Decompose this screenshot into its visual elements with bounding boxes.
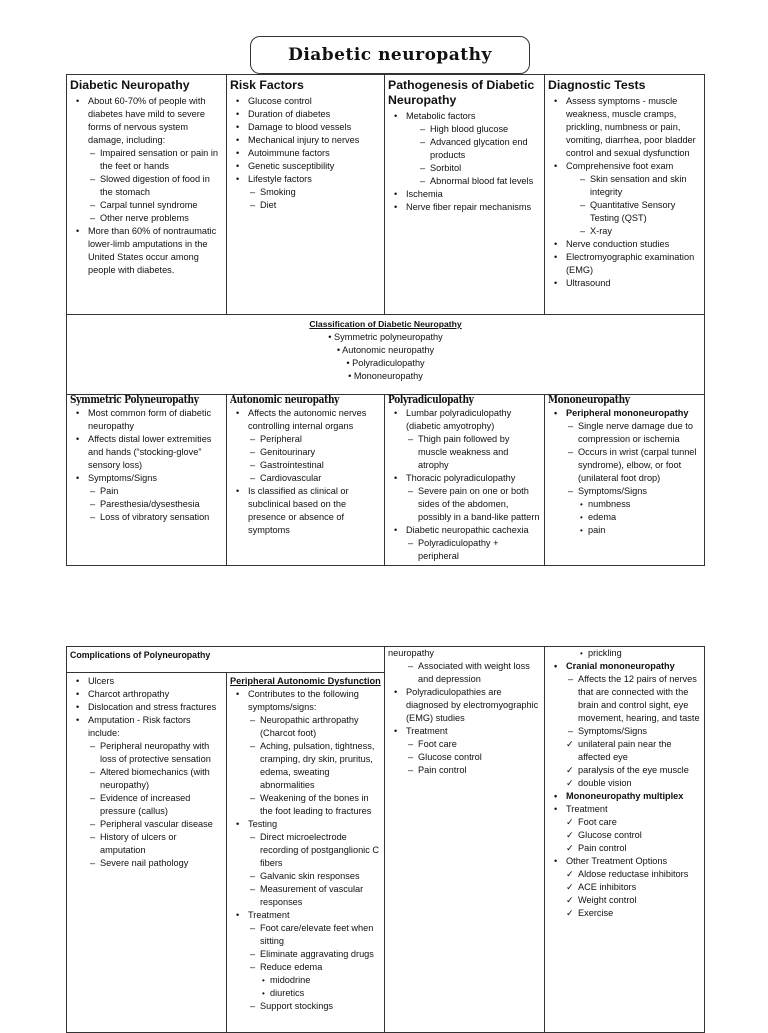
classification-title: Classification of Diabetic Neuropathy xyxy=(309,319,462,329)
list-item: – Paresthesia/dysesthesia xyxy=(70,498,223,511)
list-item: ✓ paralysis of the eye muscle xyxy=(548,764,701,777)
classification-item xyxy=(70,331,701,344)
cell-p2-polyradiculopathy xyxy=(385,647,545,1033)
list-item: – Symptoms/Signs xyxy=(548,485,701,498)
list-item: – Neuropathic arthropathy (Charcot foot) xyxy=(230,714,381,740)
list-item: ✓ unilateral pain near the affected eye xyxy=(548,738,701,764)
list-item: • More than 60% of nontraumatic lower-limb amputations in the United States occur among people with diabetes. xyxy=(70,225,223,277)
list-item: ✓ Exercise xyxy=(548,907,701,920)
list-item: • pain xyxy=(548,524,701,537)
list-item: – Single nerve damage due to compression or ischemia xyxy=(548,420,701,446)
list-item: – Reduce edema xyxy=(230,961,381,974)
list-item: – Pain xyxy=(70,485,223,498)
list-item: • Nerve fiber repair mechanisms xyxy=(388,201,541,214)
list-item: • Lumbar polyradiculopathy (diabetic amyotrophy) xyxy=(388,407,541,433)
continuation-table xyxy=(66,646,705,1033)
heading-peripheral-autonomic-dysfunction: Peripheral Autonomic Dysfunction xyxy=(230,676,381,686)
list-item: – Slowed digestion of food in the stomach xyxy=(70,173,223,199)
list-item: • Lifestyle factors xyxy=(230,173,381,186)
list-item: – Loss of vibratory sensation xyxy=(70,511,223,524)
list-item: – Impaired sensation or pain in the feet or hands xyxy=(70,147,223,173)
list-item: – Other nerve problems xyxy=(70,212,223,225)
list-item: • Assess symptoms - muscle weakness, muscle cramps, prickling, numbness or pain, vomiting, diarrhea, poor bladder control and sexual dysfunction xyxy=(548,95,701,160)
bullet-icon: • xyxy=(348,371,354,381)
list-item: – Quantitative Sensory Testing (QST) xyxy=(548,199,701,225)
list-item: – Eliminate aggravating drugs xyxy=(230,948,381,961)
summary-table xyxy=(66,74,705,566)
list-peripheral-autonomic xyxy=(230,688,381,1013)
list-item: – Peripheral xyxy=(230,433,381,446)
list-item: – Affects the 12 pairs of nerves that are connected with the brain and control sight, eye movement, hearing, and taste xyxy=(548,673,701,725)
classification-list xyxy=(70,331,701,383)
list-item: ✓ ACE inhibitors xyxy=(548,881,701,894)
list-pathogenesis xyxy=(388,110,541,214)
list-item: • Ultrasound xyxy=(548,277,701,290)
list-item: • numbness xyxy=(548,498,701,511)
classification-item-label: Autonomic neuropathy xyxy=(342,345,435,355)
list-item: – Polyradiculopathy + peripheral xyxy=(388,537,541,563)
list-item: – History of ulcers or amputation xyxy=(70,831,223,857)
list-polyradiculopathy xyxy=(388,407,541,563)
list-item: – Support stockings xyxy=(230,1000,381,1013)
list-item: • Glucose control xyxy=(230,95,381,108)
list-symmetric-polyneuropathy xyxy=(70,407,223,524)
cell-pathogenesis xyxy=(385,75,545,315)
list-item: • Contributes to the following symptoms/signs: xyxy=(230,688,381,714)
list-item: • midodrine xyxy=(230,974,381,987)
list-item: ✓ Weight control xyxy=(548,894,701,907)
cell-complications xyxy=(67,673,227,1033)
list-item: – Occurs in wrist (carpal tunnel syndrome), elbow, or foot (unilateral foot drop) xyxy=(548,446,701,485)
list-complications xyxy=(70,675,223,870)
list-mononeuropathy xyxy=(548,407,701,537)
list-item: – Pain control xyxy=(388,764,541,777)
list-item: • Comprehensive foot exam xyxy=(548,160,701,173)
list-item: – Advanced glycation end products xyxy=(388,136,541,162)
list-item: ✓ Glucose control xyxy=(548,829,701,842)
list-item: • Duration of diabetes xyxy=(230,108,381,121)
list-item: • Mononeuropathy multiplex xyxy=(548,790,701,803)
list-item: – Foot care/elevate feet when sitting xyxy=(230,922,381,948)
list-item: – High blood glucose xyxy=(388,123,541,136)
list-item: – Foot care xyxy=(388,738,541,751)
cell-peripheral-autonomic xyxy=(227,673,385,1033)
list-item: • Damage to blood vessels xyxy=(230,121,381,134)
list-item: • Mechanical injury to nerves xyxy=(230,134,381,147)
list-item: ✓ double vision xyxy=(548,777,701,790)
list-item: • Testing xyxy=(230,818,381,831)
list-p2-polyradiculopathy xyxy=(388,647,541,777)
classification-item xyxy=(70,344,701,357)
list-item: – Severe nail pathology xyxy=(70,857,223,870)
list-item: • Genetic susceptibility xyxy=(230,160,381,173)
list-item: – Thigh pain followed by muscle weakness and atrophy xyxy=(388,433,541,472)
list-item: – Altered biomechanics (with neuropathy) xyxy=(70,766,223,792)
list-item: • Nerve conduction studies xyxy=(548,238,701,251)
heading-polyradiculopathy: Polyradiculopathy xyxy=(388,393,474,406)
list-item: – Measurement of vascular responses xyxy=(230,883,381,909)
classification-item xyxy=(70,370,701,383)
list-item: – Cardiovascular xyxy=(230,472,381,485)
list-item: – Genitourinary xyxy=(230,446,381,459)
list-p2-mononeuropathy xyxy=(548,647,701,920)
list-item: – Abnormal blood fat levels xyxy=(388,175,541,188)
list-item: • Cranial mononeuropathy xyxy=(548,660,701,673)
list-item: – Galvanic skin responses xyxy=(230,870,381,883)
list-item: • Ulcers xyxy=(70,675,223,688)
page-title: Diabetic neuropathy xyxy=(250,36,530,74)
list-item: • Treatment xyxy=(548,803,701,816)
list-item: – Weakening of the bones in the foot leading to fractures xyxy=(230,792,381,818)
heading-autonomic-neuropathy: Autonomic neuropathy xyxy=(230,393,340,406)
list-item: • Most common form of diabetic neuropathy xyxy=(70,407,223,433)
classification-item xyxy=(70,357,701,370)
classification-item-label: Symmetric polyneuropathy xyxy=(334,332,443,342)
cell-polyradiculopathy xyxy=(385,395,545,566)
list-item: – Evidence of increased pressure (callus) xyxy=(70,792,223,818)
list-item: – Carpal tunnel syndrome xyxy=(70,199,223,212)
list-item: – Gastrointestinal xyxy=(230,459,381,472)
list-item: ✓ Aldose reductase inhibitors xyxy=(548,868,701,881)
list-item: • Affects the autonomic nerves controlling internal organs xyxy=(230,407,381,433)
list-item: – Peripheral neuropathy with loss of protective sensation xyxy=(70,740,223,766)
cell-p2-mononeuropathy xyxy=(545,647,705,1033)
bullet-icon: • xyxy=(336,345,343,355)
cell-mononeuropathy xyxy=(545,395,705,566)
list-item: – Sorbitol xyxy=(388,162,541,175)
cell-symmetric-polyneuropathy xyxy=(67,395,227,566)
list-item: – Smoking xyxy=(230,186,381,199)
list-item: • Electromyographic examination (EMG) xyxy=(548,251,701,277)
cell-diabetic-neuropathy xyxy=(67,75,227,315)
list-diagnostic-tests xyxy=(548,95,701,290)
list-item: • Ischemia xyxy=(388,188,541,201)
list-risk-factors xyxy=(230,95,381,212)
list-item: – Peripheral vascular disease xyxy=(70,818,223,831)
list-item: ✓ Pain control xyxy=(548,842,701,855)
list-item: • Diabetic neuropathic cachexia xyxy=(388,524,541,537)
bullet-icon: • xyxy=(328,332,334,342)
cell-classification xyxy=(67,315,705,395)
heading-diabetic-neuropathy: Diabetic Neuropathy xyxy=(70,78,190,92)
list-item: • Amputation - Risk factors include: xyxy=(70,714,223,740)
list-item: • Dislocation and stress fractures xyxy=(70,701,223,714)
list-diabetic-neuropathy xyxy=(70,95,223,277)
list-item: • Symptoms/Signs xyxy=(70,472,223,485)
list-item: • Peripheral mononeuropathy xyxy=(548,407,701,420)
list-item: – Skin sensation and skin integrity xyxy=(548,173,701,199)
list-item: • Treatment xyxy=(230,909,381,922)
bullet-icon: • xyxy=(346,358,353,368)
list-item: – Diet xyxy=(230,199,381,212)
list-item: • prickling xyxy=(548,647,701,660)
list-item: • Autoimmune factors xyxy=(230,147,381,160)
classification-item-label: Mononeuropathy xyxy=(353,371,423,381)
list-item: • Affects distal lower extremities and hands (“stocking-glove” sensory loss) xyxy=(70,433,223,472)
list-item: – X-ray xyxy=(548,225,701,238)
list-autonomic-neuropathy xyxy=(230,407,381,537)
list-item: ✓ Foot care xyxy=(548,816,701,829)
list-item: – Associated with weight loss and depression xyxy=(388,660,541,686)
classification-item-label: Polyradiculopathy xyxy=(352,358,425,368)
cell-risk-factors xyxy=(227,75,385,315)
list-item: – Aching, pulsation, tightness, cramping, dry skin, pruritus, edema, sweating abnormalities xyxy=(230,740,381,792)
list-item: • Charcot arthropathy xyxy=(70,688,223,701)
list-item: • Treatment xyxy=(388,725,541,738)
heading-symmetric-polyneuropathy: Symmetric Polyneuropathy xyxy=(70,393,199,406)
cell-autonomic-neuropathy xyxy=(227,395,385,566)
list-item: – Glucose control xyxy=(388,751,541,764)
list-item: neuropathy xyxy=(388,648,434,658)
list-item: • Thoracic polyradiculopathy xyxy=(388,472,541,485)
list-item: • Polyradiculopathies are diagnosed by electromyographic (EMG) studies xyxy=(388,686,541,725)
list-item: – Severe pain on one or both sides of the abdomen, possibly in a band-like pattern xyxy=(388,485,541,524)
cell-diagnostic-tests xyxy=(545,75,705,315)
heading-mononeuropathy: Mononeuropathy xyxy=(548,393,630,406)
complications-heading: Complications of Polyneuropathy xyxy=(67,647,385,673)
list-item: – Symptoms/Signs xyxy=(548,725,701,738)
heading-risk-factors: Risk Factors xyxy=(230,78,304,92)
list-item: • Metabolic factors xyxy=(388,110,541,123)
heading-pathogenesis: Pathogenesis of Diabetic Neuropathy xyxy=(388,78,535,107)
list-item: • About 60-70% of people with diabetes have mild to severe forms of nervous system damage, including: xyxy=(70,95,223,147)
list-item: • Is classified as clinical or subclinical based on the presence or absence of symptoms xyxy=(230,485,381,537)
list-item: – Direct microelectrode recording of postganglionic C fibers xyxy=(230,831,381,870)
list-item: • diuretics xyxy=(230,987,381,1000)
list-item: • Other Treatment Options xyxy=(548,855,701,868)
heading-diagnostic-tests: Diagnostic Tests xyxy=(548,78,646,92)
list-item: • edema xyxy=(548,511,701,524)
